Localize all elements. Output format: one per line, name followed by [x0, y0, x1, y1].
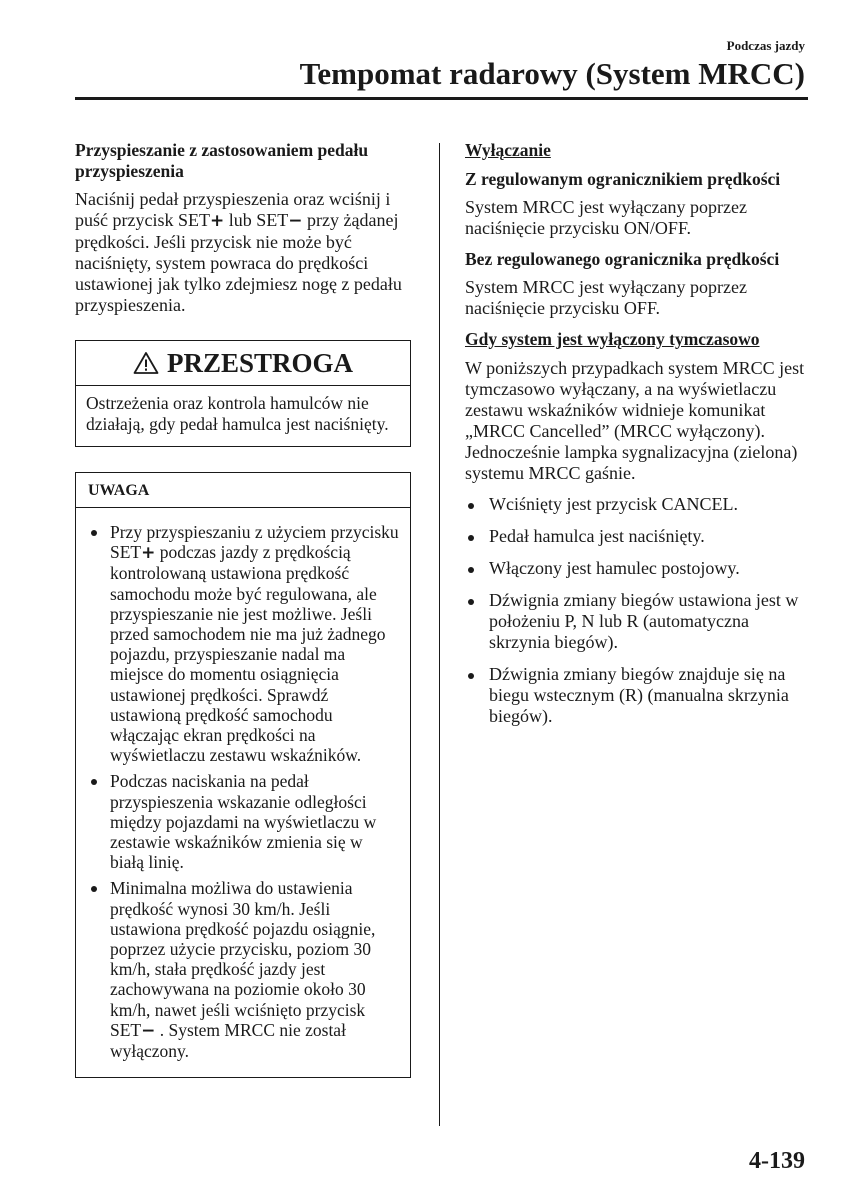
cancel-conditions-list — [465, 494, 810, 727]
caution-header — [76, 341, 410, 386]
without-speed-limiter-subheading: Bez regulowanego ogranicznika prędkości — [465, 249, 780, 269]
note-list — [86, 522, 400, 1061]
list-item: Wciśnięty jest przycisk CANCEL. — [465, 494, 810, 515]
list-item: Włączony jest hamulec postojowy. — [465, 558, 810, 579]
with-speed-limiter-text: System MRCC jest wyłączany poprzez naciśnięcie przycisku ON/OFF. — [465, 197, 747, 238]
page-title: Tempomat radarowy (System MRCC) — [299, 56, 805, 91]
section-label: Podczas jazdy — [726, 38, 805, 53]
bullet-icon — [468, 599, 474, 605]
title-rule — [75, 97, 808, 100]
minus-icon: − — [141, 1020, 156, 1041]
with-speed-limiter-subheading: Z regulowanym ogranicznikiem prędkości — [465, 169, 781, 189]
page-number: 4-139 — [749, 1148, 805, 1174]
bullet-icon — [91, 779, 97, 785]
warning-triangle-icon — [133, 351, 159, 375]
bullet-icon — [468, 567, 474, 573]
caution-title: PRZESTROGA — [166, 347, 354, 378]
bullet-icon — [91, 530, 97, 536]
bullet-icon — [468, 673, 474, 679]
list-item: Pedał hamulca jest naciśnięty. — [465, 526, 810, 547]
plus-icon: + — [141, 543, 156, 564]
accelerating-heading: Przyspieszanie z zastosowaniem pedału przyspieszenia — [75, 140, 369, 181]
note-box — [75, 472, 411, 1078]
bullet-icon — [468, 535, 474, 541]
temporarily-off-heading: Gdy system jest wyłączony tymczasowo — [465, 329, 760, 349]
accelerating-paragraph: Naciśnij pedał przyspieszenia oraz wciśnij i puść przycisk SET+ lub SET− przy żądanej prędkości. Jeśli przycisk nie może być naciśnięty, system powraca do prędkości ustawionej jak tylko zdejmiesz nogę z pedału przyspieszenia. — [75, 189, 402, 315]
list-item: Dźwignia zmiany biegów znajduje się na biegu wstecznym (R) (manualna skrzynia biegów). — [465, 664, 810, 727]
column-divider — [439, 143, 440, 1126]
left-column — [75, 140, 415, 1078]
note-title: UWAGA — [76, 473, 410, 508]
temporarily-off-text: W poniższych przypadkach system MRCC jest tymczasowo wyłączany, a na wyświetlaczu zestawu wskaźników widnieje komunikat „MRCC Cancelled” (MRCC wyłączony). Jednocześnie lampka sygnalizacyjna (zielona) systemu MRCC gaśnie. — [465, 358, 805, 483]
caution-box — [75, 340, 411, 447]
list-item: Podczas naciskania na pedał przyspieszenia wskazanie odległości między pojazdami na wyświetlaczu w zestawie wskaźników zmienia się w białą linię. — [86, 771, 400, 872]
list-item: Minimalna możliwa do ustawienia prędkość wynosi 30 km/h. Jeśli ustawiona prędkość pojazdu osiągnie, poprzez użycie przycisku, poziom 30 km/h, stała prędkość jazdy jest zachowywana na poziomie około 30 km/h, nawet jeśli wciśnięto przycisk SET− . System MRCC nie został wyłączony. — [86, 878, 400, 1061]
switching-off-heading: Wyłączanie — [465, 140, 551, 160]
bullet-icon — [91, 886, 97, 892]
list-item: Dźwignia zmiany biegów ustawiona jest w położeniu P, N lub R (automatyczna skrzynia biegów). — [465, 590, 810, 653]
without-speed-limiter-text: System MRCC jest wyłączany poprzez naciśnięcie przycisku OFF. — [465, 277, 747, 318]
list-item: Przy przyspieszaniu z użyciem przycisku SET+ podczas jazdy z prędkością kontrolowaną ustawiona prędkość samochodu może być regulowana, ale przyspieszanie nie jest możliwe. Jeśli przed samochodem nie ma już żadnego pojazdu, przyspieszanie nadal ma miejsce do momentu osiągnięcia ustawionej prędkości. Sprawdź ustawioną prędkość samochodu włączając ekran prędkości na wyświetlaczu zestawu wskaźników. — [86, 522, 400, 765]
minus-icon: − — [288, 211, 303, 231]
right-column — [465, 140, 810, 738]
plus-icon: + — [209, 211, 225, 231]
caution-text: Ostrzeżenia oraz kontrola hamulców nie działają, gdy pedał hamulca jest naciśnięty. — [86, 393, 389, 434]
bullet-icon — [468, 503, 474, 509]
